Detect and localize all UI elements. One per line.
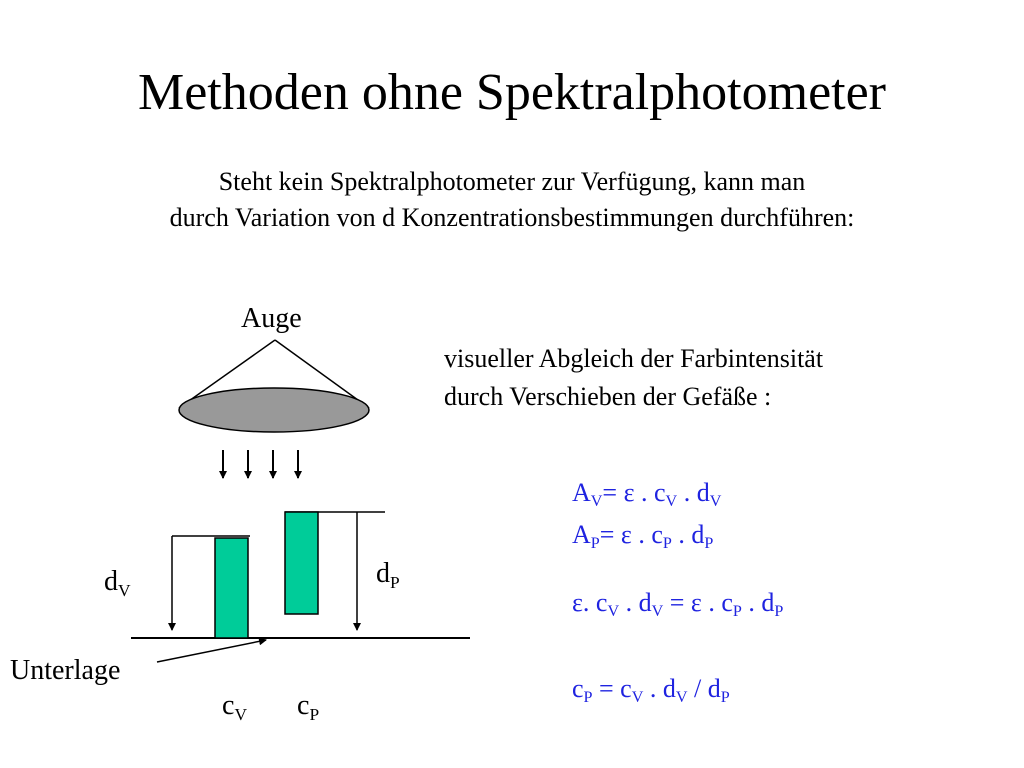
equation-ap: $A_P= \varepsilon$ . $c_P$ . $d_P$ — [572, 520, 714, 552]
vessel-p — [285, 512, 318, 614]
cp-label — [297, 690, 319, 731]
equation-cp: $c_P = c_V$ . $d_V / d_P$ — [572, 674, 730, 706]
dv-label — [104, 566, 131, 607]
eye-label: Auge — [241, 303, 302, 334]
equation-equality: ε. $c_V$ . $d_V = \varepsilon$ . $c_P$ . $d_P$ — [572, 588, 784, 620]
cp-subscript: P — [309, 705, 320, 725]
dp-subscript: P — [390, 573, 400, 593]
dp-label — [376, 558, 400, 599]
dv-subscript: V — [118, 581, 131, 601]
cv-subscript: V — [234, 705, 247, 725]
intro-line-1: Steht kein Spektralphotometer zur Verfügung, kann man — [218, 167, 806, 196]
base-pointer-arrow — [157, 640, 266, 662]
intro-line-2: durch Variation von d Konzentrationsbestimmungen durchführen: — [169, 203, 855, 232]
explanation-line-1: visueller Abgleich der Farbintensität — [444, 344, 824, 373]
equation-av: $A_V= \varepsilon$ . $c_V$ . $d_V$ — [572, 478, 722, 510]
cv-symbol: c — [222, 690, 235, 721]
cv-label — [222, 690, 247, 731]
explanation-text — [444, 340, 823, 416]
eye-lens-ellipse — [179, 388, 369, 432]
eye-cone — [179, 340, 369, 432]
slide-title: Methoden ohne Spektralphotometer — [137, 64, 887, 121]
cp-symbol: c — [297, 690, 310, 721]
dv-symbol: d — [104, 566, 118, 597]
vessel-v — [215, 538, 248, 638]
explanation-line-2: durch Verschieben der Gefäße : — [444, 382, 772, 411]
dp-symbol: d — [376, 558, 390, 589]
base-label: Unterlage — [10, 655, 121, 686]
light-arrows — [223, 450, 298, 478]
